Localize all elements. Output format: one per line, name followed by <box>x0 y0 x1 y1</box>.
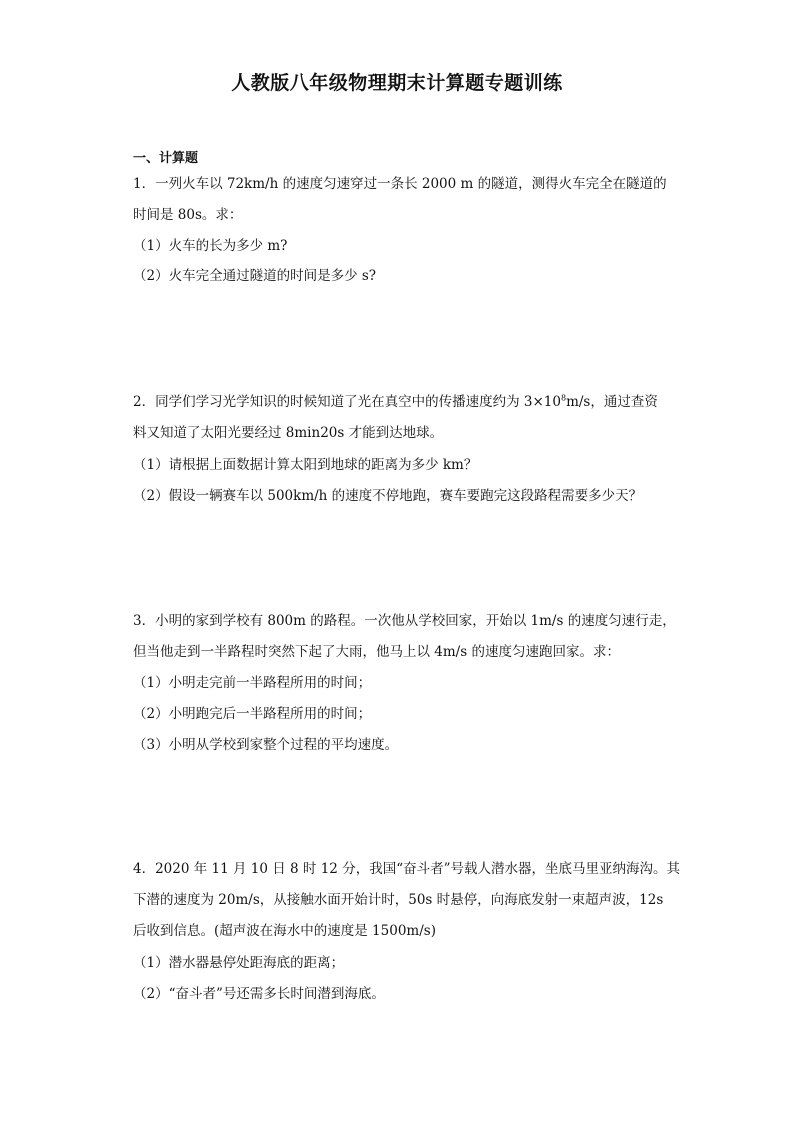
q1-sub-1: （1）火车的长为多少 m? <box>133 238 288 254</box>
q3-sub-2: （2）小明跑完后一半路程所用的时间； <box>133 706 372 722</box>
q4-line-1: 4．2020 年 11 月 10 日 8 时 12 分，我国“奋斗者”号载人潜水器，坐底马里亚纳海沟。其 <box>133 861 680 877</box>
page-title: 人教版八年级物理期末计算题专题训练 <box>231 72 563 94</box>
q4-line-2: 下潜的速度为 20m/s，从接触水面开始计时，50s 时悬停，向海底发射一束超声波，12s <box>133 892 664 908</box>
section-heading: 一、计算题 <box>133 151 199 166</box>
q3-sub-1: （1）小明走完前一半路程所用的时间； <box>133 675 372 691</box>
q2-line-1-b: m/s，通过查资 <box>566 394 658 410</box>
q3-line-1: 3．小明的家到学校有 800m 的路程。一次他从学校回家，开始以 1m/s 的速度匀速行走， <box>133 613 676 629</box>
q2-sub-2: （2）假设一辆赛车以 500km/h 的速度不停地跑，赛车要跑完这段路程需要多少天？ <box>133 488 643 504</box>
q3-line-2: 但当他走到一半路程时突然下起了大雨，他马上以 4m/s 的速度匀速跑回家。求： <box>133 644 620 660</box>
q2-sub-1: （1）请根据上面数据计算太阳到地球的距离为多少 km？ <box>133 457 478 473</box>
q2-line-1 <box>133 390 658 410</box>
q4-sub-2: （2）“奋斗者”号还需多长时间潜到海底。 <box>133 986 385 1002</box>
q1-line-2: 时间是 80s。求： <box>133 207 243 223</box>
q1-sub-2: （2）火车完全通过隧道的时间是多少 s? <box>133 268 377 284</box>
q3-sub-3: （3）小明从学校到家整个过程的平均速度。 <box>133 737 399 753</box>
q1-line-1: 1．一列火车以 72km/h 的速度匀速穿过一条长 2000 m 的隧道，测得火车完全在隧道的 <box>133 176 667 192</box>
q2-exponent: 8 <box>560 393 567 403</box>
q4-sub-1: （1）潜水器悬停处距海底的距离； <box>133 955 345 971</box>
q2-line-2: 料又知道了太阳光要经过 8min20s 才能到达地球。 <box>133 425 444 441</box>
q2-line-1-a: 2．同学们学习光学知识的时候知道了光在真空中的传播速度约为 3×10 <box>133 394 561 410</box>
q4-line-3: 后收到信息。(超声波在海水中的速度是 1500m/s) <box>133 923 436 939</box>
